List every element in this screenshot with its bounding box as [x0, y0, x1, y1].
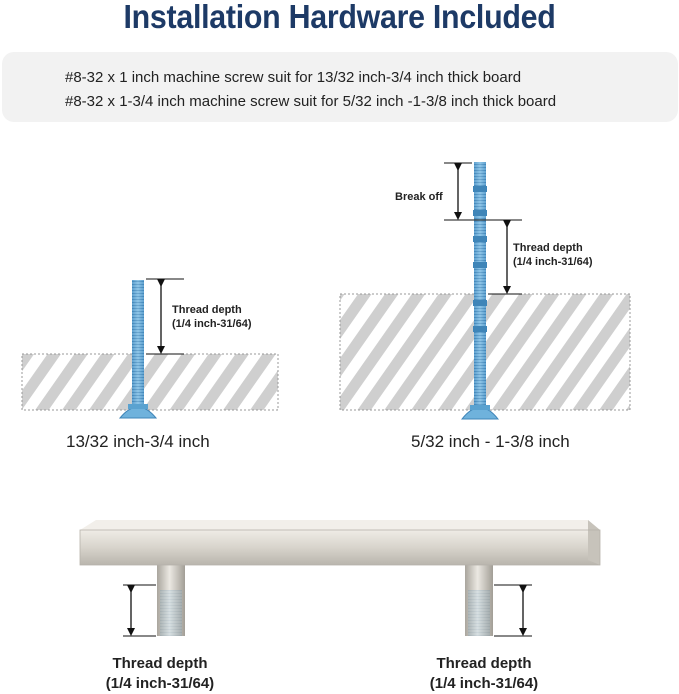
handle-right-dimension: [494, 585, 532, 636]
right-board-caption: 5/32 inch - 1-3/8 inch: [411, 432, 570, 451]
info-line-2: #8-32 x 1-3/4 inch machine screw suit for 5/32 inch -1-3/8 inch thick board: [65, 93, 557, 110]
handle-right-label-2: (1/4 inch-31/64): [429, 675, 539, 692]
right-thread-label-1: Thread depth: [513, 242, 583, 254]
left-thread-dimension: [146, 279, 252, 354]
page-title: Installation Hardware Included: [123, 0, 556, 35]
handle-left-label-1: Thread depth: [112, 655, 208, 672]
handle-left-thread-caption: [60, 654, 260, 694]
break-off-label: Break off: [395, 191, 443, 203]
info-line-1: #8-32 x 1 inch machine screw suit for 13/32 inch-3/4 inch thick board: [65, 69, 522, 86]
handle-left-dimension: [123, 585, 156, 636]
handle-left-label-2: (1/4 inch-31/64): [105, 675, 215, 692]
right-break-dimension: [395, 163, 522, 220]
left-board-caption: 13/32 inch-3/4 inch: [66, 432, 210, 451]
right-thread-dimension: [488, 224, 593, 294]
handle-right-label-1: Thread depth: [436, 655, 532, 672]
right-thread-label-2: (1/4 inch-31/64): [513, 256, 593, 268]
left-thread-label-2: (1/4 inch-31/64): [172, 318, 252, 330]
cabinet-handle: [80, 520, 600, 636]
left-thread-label-1: Thread depth: [172, 304, 242, 316]
left-board: [22, 354, 278, 410]
handle-right-thread-caption: [384, 654, 584, 694]
